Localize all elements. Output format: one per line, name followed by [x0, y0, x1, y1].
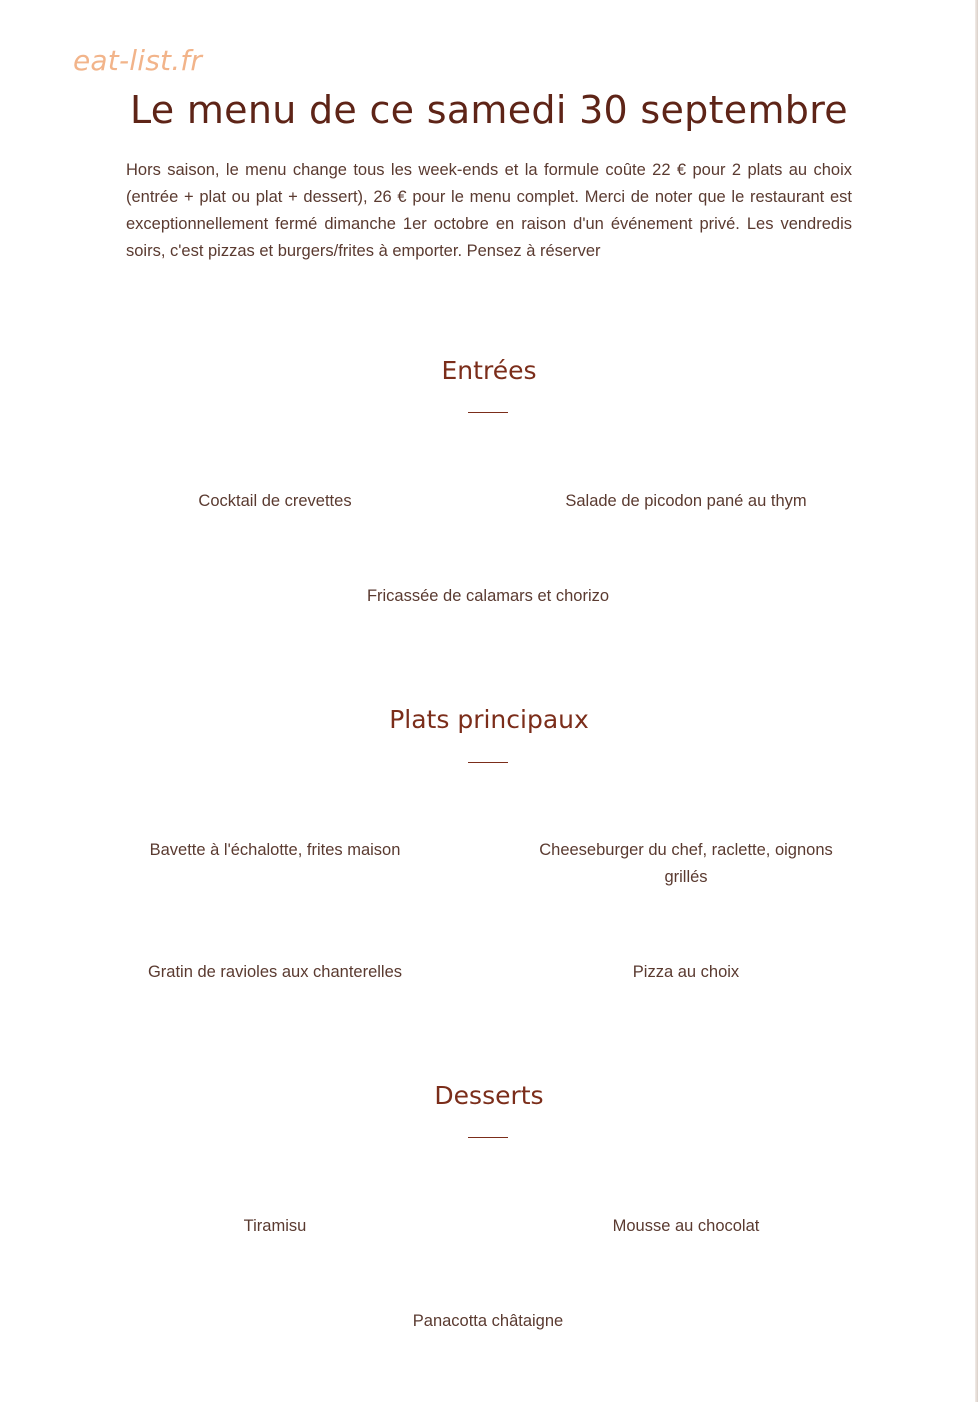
menu-item-plat: Bavette à l'échalotte, frites maison — [149, 841, 401, 859]
section-divider — [468, 412, 508, 413]
intro-paragraph: Hors saison, le menu change tous les week-ends et la formule coûte 22 € pour 2 plats au choix (entrée + plat ou plat + dessert), 26 € pour le menu complet. Merci de noter que le restaurant est exceptionnellement fermé dimanche 1er octobre en raison d'un événement privé. Les vendredis soirs, c'est pizzas et burgers/frites à emporter. Pensez à réserver — [126, 161, 852, 260]
page-title: Le menu de ce samedi 30 septembre — [130, 88, 848, 132]
menu-item-plat: Gratin de ravioles aux chanterelles — [147, 963, 403, 981]
section-title-desserts: Desserts — [434, 1081, 544, 1110]
section-divider — [468, 762, 508, 763]
menu-item-entree: Fricassée de calamars et chorizo — [366, 587, 610, 605]
section-title-plats-principaux: Plats principaux — [389, 705, 589, 734]
menu-item-dessert: Mousse au chocolat — [612, 1217, 760, 1235]
watermark-logo: eat-list.fr — [73, 44, 203, 77]
menu-item-plat: Pizza au choix — [632, 963, 740, 981]
menu-item-dessert: Tiramisu — [243, 1217, 307, 1235]
menu-item-dessert: Panacotta châtaigne — [412, 1312, 564, 1330]
menu-item-entree: Cocktail de crevettes — [198, 492, 352, 510]
section-title-entrees: Entrées — [441, 356, 537, 385]
menu-item-plat: Cheeseburger du chef, raclette, oignons grillés — [539, 841, 833, 886]
section-divider — [468, 1137, 508, 1138]
menu-item-entree: Salade de picodon pané au thym — [565, 492, 807, 510]
